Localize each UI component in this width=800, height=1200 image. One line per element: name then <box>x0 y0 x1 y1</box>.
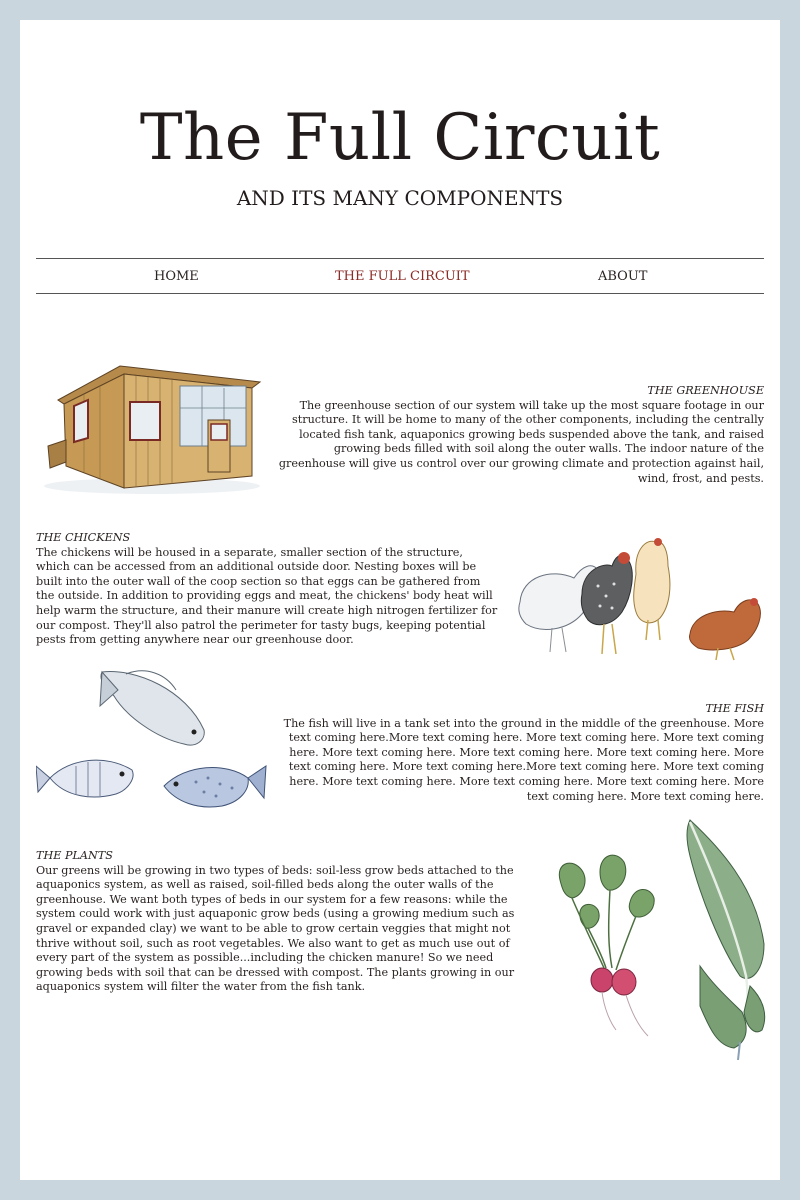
site-title: The Full Circuit <box>139 101 661 175</box>
chickens-section <box>36 531 498 648</box>
chickens-illustration <box>512 516 770 662</box>
plants-title: THE PLANTS <box>36 849 113 862</box>
greenhouse-body: The greenhouse section of our system will take up the most square footage in our structure. It will be home to many of the other components, including the centrally located fish tank, aquaponics growing beds suspended above the tank, and raised growing beds filled with soil along the outer walls. The indoor nature of the greenhouse will give us control over our growing climate and protection against hail, wind, frost, and pests. <box>278 398 764 485</box>
greenhouse-section <box>274 384 764 486</box>
fish-illustration <box>36 666 268 818</box>
chickens-title: THE CHICKENS <box>36 531 131 544</box>
page-container <box>20 20 780 1180</box>
fish-title: THE FISH <box>705 702 764 715</box>
fish-body: The fish will live in a tank set into the ground in the middle of the greenhouse. More text coming here.More text coming here. More text coming here. More text coming here. More text coming here. More text coming here. More text coming here. More text coming here. More text coming here.More text coming here. More text coming here. More text coming here. More text coming here. More text coming here. More text coming here. More text coming here. <box>283 716 764 803</box>
greenhouse-title: THE GREENHOUSE <box>647 384 764 397</box>
chickens-body: The chickens will be housed in a separate, smaller section of the structure, which can be accessed from an additional outside door. Nesting boxes will be built into the outer wall of the coop section so that eggs can be gathered from the outside. In addition to providing eggs and meat, the chickens' body heat will help warm the structure, and their manure will create high nitrogen fertilizer for our compost. They'll also patrol the perimeter for tasty bugs, keeping potential pests from getting anywhere near our greenhouse door. <box>36 545 498 647</box>
plants-illustration <box>550 816 770 1060</box>
site-subtitle: AND ITS MANY COMPONENTS <box>236 186 564 210</box>
nav-about-link[interactable]: ABOUT <box>598 269 648 284</box>
nav-full-circuit-link[interactable]: THE FULL CIRCUIT <box>335 269 470 284</box>
main-nav <box>36 258 764 294</box>
plants-section <box>36 849 522 995</box>
nav-home-link[interactable]: HOME <box>154 269 199 284</box>
fish-section <box>276 702 764 804</box>
greenhouse-illustration <box>40 358 264 498</box>
plants-body: Our greens will be growing in two types of beds: soil-less grow beds attached to the aquaponics system, as well as raised, soil-filled beds along the outer walls of the greenhouse. We want both types of beds in our system for a few reasons: while the system could work with just aquaponic grow beds (using a growing medium such as gravel or expanded clay) we want to be able to grow certain veggies that might not thrive without soil, such as root vegetables. We also want to get as much use out of every part of the system as possible...including the chicken manure! So we need growing beds with soil that can be dressed with compost. The plants growing in our aquaponics system will filter the water from the fish tank. <box>36 863 515 994</box>
